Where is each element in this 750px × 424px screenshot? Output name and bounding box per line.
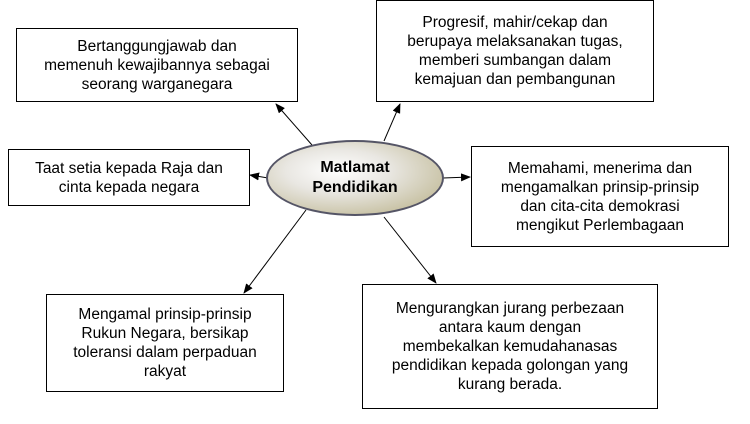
box-progressive-line: kemajuan dan pembangunan	[414, 71, 616, 88]
box-equity-line: antara kaum dengan	[438, 319, 582, 336]
box-rukun-negara-line: Mengamal prinsip-prinsip	[78, 306, 252, 323]
box-responsibility	[16, 28, 298, 102]
center-title-line-2: Pendidikan	[312, 179, 398, 196]
box-democracy-line: dan cita-cita demokrasi	[520, 197, 680, 215]
box-equity-line: kurang berada.	[457, 376, 563, 393]
box-rukun-negara-line: Rukun Negara, bersikap	[81, 325, 249, 342]
box-equity-line: pendidikan kepada golongan yang	[391, 357, 629, 374]
arrow-to-right	[443, 177, 470, 178]
box-rukun-negara-line: toleransi dalam perpaduan	[73, 344, 257, 361]
box-democracy-line: mengamalkan prinsip-prinsip	[500, 178, 700, 196]
box-loyalty-line: cinta kepada negara	[58, 178, 200, 196]
box-progressive-line: berupaya melaksanakan tugas,	[407, 33, 623, 50]
box-democracy-line: Memahami, menerima dan	[507, 159, 693, 177]
box-loyalty	[8, 149, 250, 206]
box-progressive-line: Progresif, mahir/cekap dan	[422, 14, 608, 31]
arrow-to-bottom-right	[384, 217, 436, 283]
box-responsibility-line: memenuh kewajibannya sebagai	[44, 56, 270, 74]
box-responsibility-line: Bertanggungjawab dan	[77, 37, 237, 55]
box-rukun-negara	[46, 294, 284, 392]
box-equity	[362, 284, 658, 409]
box-responsibility-line: seorang warganegara	[81, 75, 233, 93]
box-democracy-line: mengikut Perlembagaan	[515, 216, 685, 234]
arrow-to-top-right	[384, 104, 400, 141]
box-equity-line: Mengurangkan jurang perbezaan	[395, 300, 625, 317]
center-node	[266, 140, 444, 216]
arrow-to-bottom-left	[244, 210, 306, 293]
box-loyalty-line: Taat setia kepada Raja dan	[35, 159, 223, 177]
box-equity-line: membekalkan kemudahanasas	[402, 338, 618, 355]
box-democracy	[471, 146, 729, 247]
center-title-line-1: Matlamat	[320, 159, 390, 176]
arrow-to-top-left	[276, 104, 312, 145]
box-progressive	[376, 0, 654, 102]
box-progressive-line: memberi sumbangan dalam	[418, 52, 612, 69]
box-rukun-negara-line: rakyat	[143, 363, 187, 380]
